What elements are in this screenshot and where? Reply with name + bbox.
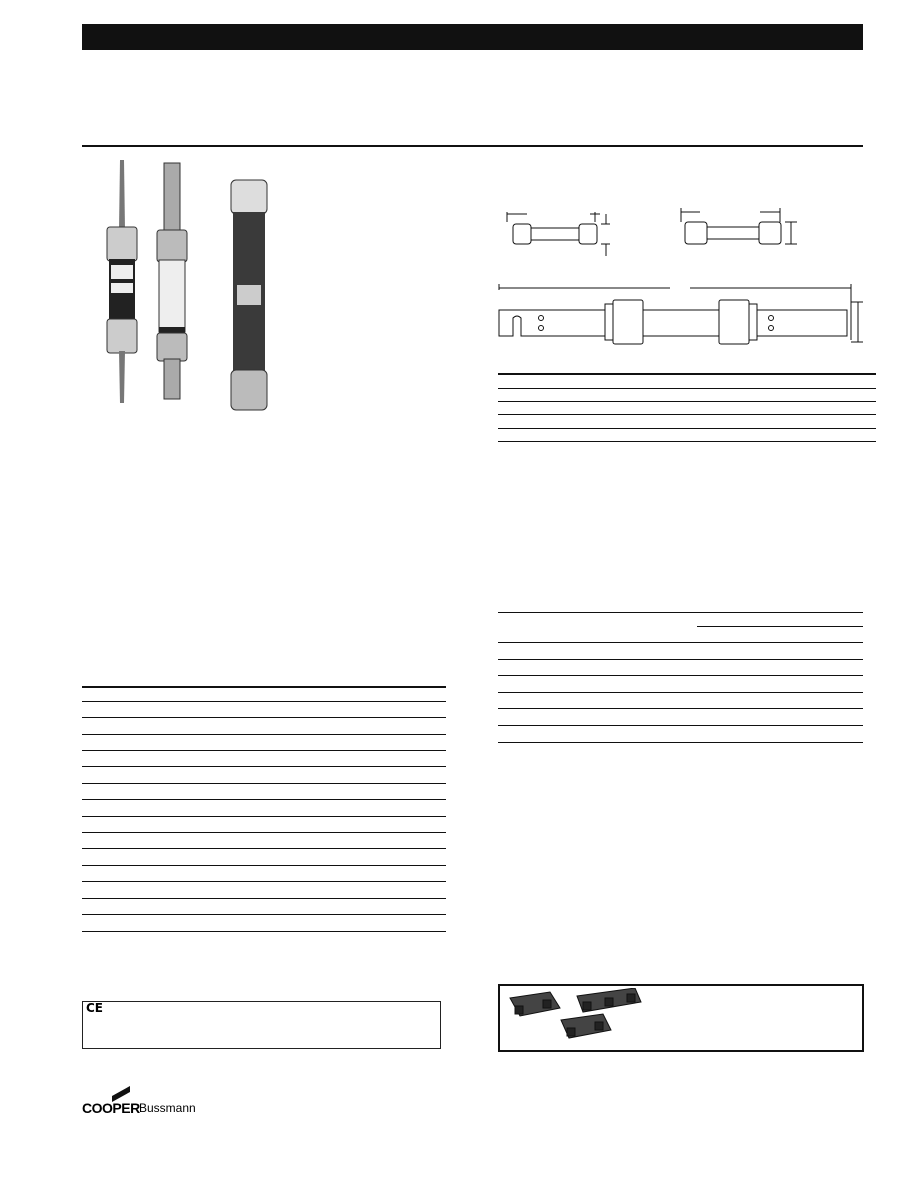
table1-rule xyxy=(498,401,876,402)
left-table-rule xyxy=(82,865,446,866)
ce-mark: CE xyxy=(86,1001,104,1015)
left-table-rule xyxy=(82,832,446,833)
table2-rule xyxy=(498,692,863,693)
left-table-rule xyxy=(82,783,446,784)
dimension-drawings xyxy=(495,200,865,348)
cooper-bussmann-logo xyxy=(82,1086,222,1120)
header-rule xyxy=(82,145,863,147)
fuse-3-image xyxy=(231,180,267,410)
left-table-rule xyxy=(82,750,446,751)
table1-rule xyxy=(498,388,876,389)
table2-subheader-rule xyxy=(697,626,863,627)
left-table-rule xyxy=(82,898,446,899)
table2-rule xyxy=(498,659,863,660)
left-table-rule xyxy=(82,701,446,702)
ce-notice-box xyxy=(82,1001,441,1049)
fuse-1-image xyxy=(107,160,137,403)
left-table-rule xyxy=(82,881,446,882)
table1-bottom-rule xyxy=(498,441,876,442)
left-table-rule xyxy=(82,848,446,849)
table2-rule xyxy=(498,725,863,726)
logo-sub: Bussmann xyxy=(139,1101,196,1115)
logo-brand: COOPER xyxy=(82,1100,140,1116)
fuse-holder-images xyxy=(505,988,645,1044)
table2-bottom-rule xyxy=(498,742,863,743)
table1-rule xyxy=(498,428,876,429)
header-bar xyxy=(82,24,863,50)
table1-rule xyxy=(498,414,876,415)
fuse-product-photos xyxy=(95,155,280,425)
table2-top-rule xyxy=(498,612,863,613)
table2-rule xyxy=(498,708,863,709)
left-table-rule xyxy=(82,799,446,800)
left-table-bottom-rule xyxy=(82,931,446,932)
table2-rule xyxy=(498,642,863,643)
left-table-rule xyxy=(82,914,446,915)
left-table-rule xyxy=(82,766,446,767)
table1-top-rule xyxy=(498,373,876,375)
left-table-rule xyxy=(82,717,446,718)
table2-rule xyxy=(498,675,863,676)
left-table-rule xyxy=(82,734,446,735)
fuse-2-image xyxy=(157,163,187,399)
left-table-top-rule xyxy=(82,686,446,688)
left-table-rule xyxy=(82,816,446,817)
